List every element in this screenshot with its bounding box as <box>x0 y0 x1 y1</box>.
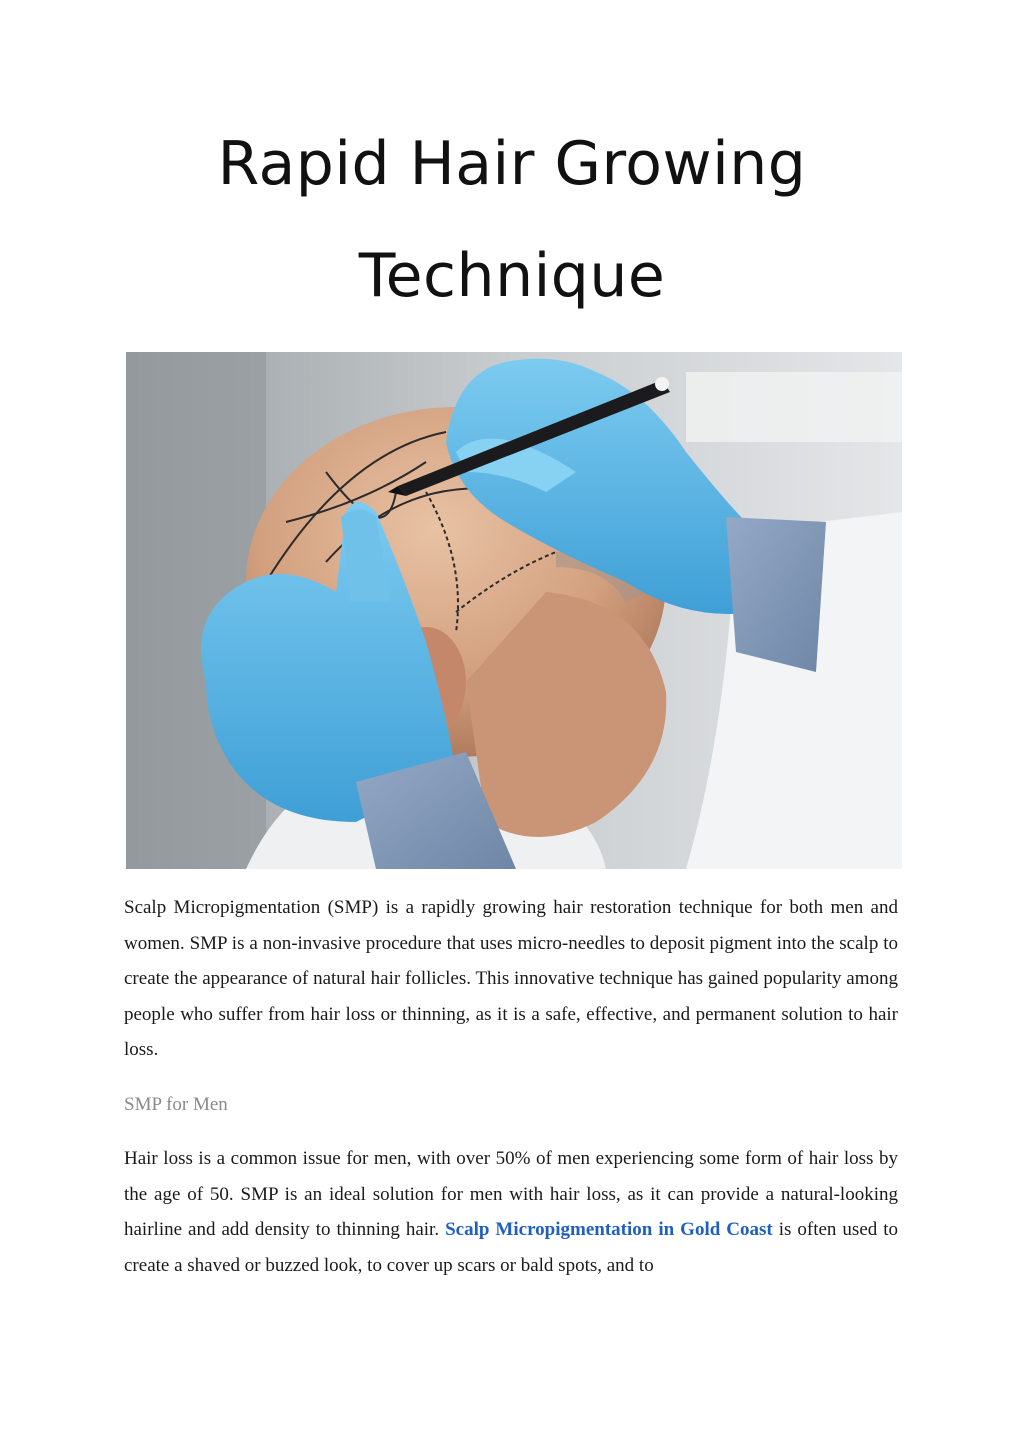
paragraph-smp-men-text-end: is often used to create a shaved or buzzed look, to cover up scars or bald spots, and to <box>124 1219 899 1276</box>
paragraph-smp-men-text-start: Hair loss is a common issue for men, with over 50% of men experiencing some form of hair loss by the age of 50. SMP is an ideal solution for men with hair loss, as it can provide a natural-looking hairline and add density to thinning hair. <box>124 1148 898 1240</box>
scalp-micropigmentation-photo <box>126 352 902 869</box>
page-title <box>0 108 1024 332</box>
scalp-micropigmentation-gold-coast-link[interactable]: Scalp Micropigmentation in Gold Coast <box>445 1219 773 1240</box>
paragraph-intro: Scalp Micropigmentation (SMP) is a rapidly growing hair restoration technique for both men and women. SMP is a non-invasive procedure that uses micro-needles to deposit pigment into the scalp to create the appearance of natural hair follicles. This innovative technique has gained popularity among people who suffer from hair loss or thinning, as it is a safe, effective, and permanent solution to hair loss. <box>124 897 898 1060</box>
photo-scalp-micropigmentation-icon <box>126 352 902 869</box>
paragraph-smp-men <box>124 1141 898 1283</box>
section-heading-smp-for-men: SMP for Men <box>124 1094 228 1115</box>
title-line-2: Technique <box>358 241 666 311</box>
title-line-1: Rapid Hair Growing <box>217 129 807 199</box>
